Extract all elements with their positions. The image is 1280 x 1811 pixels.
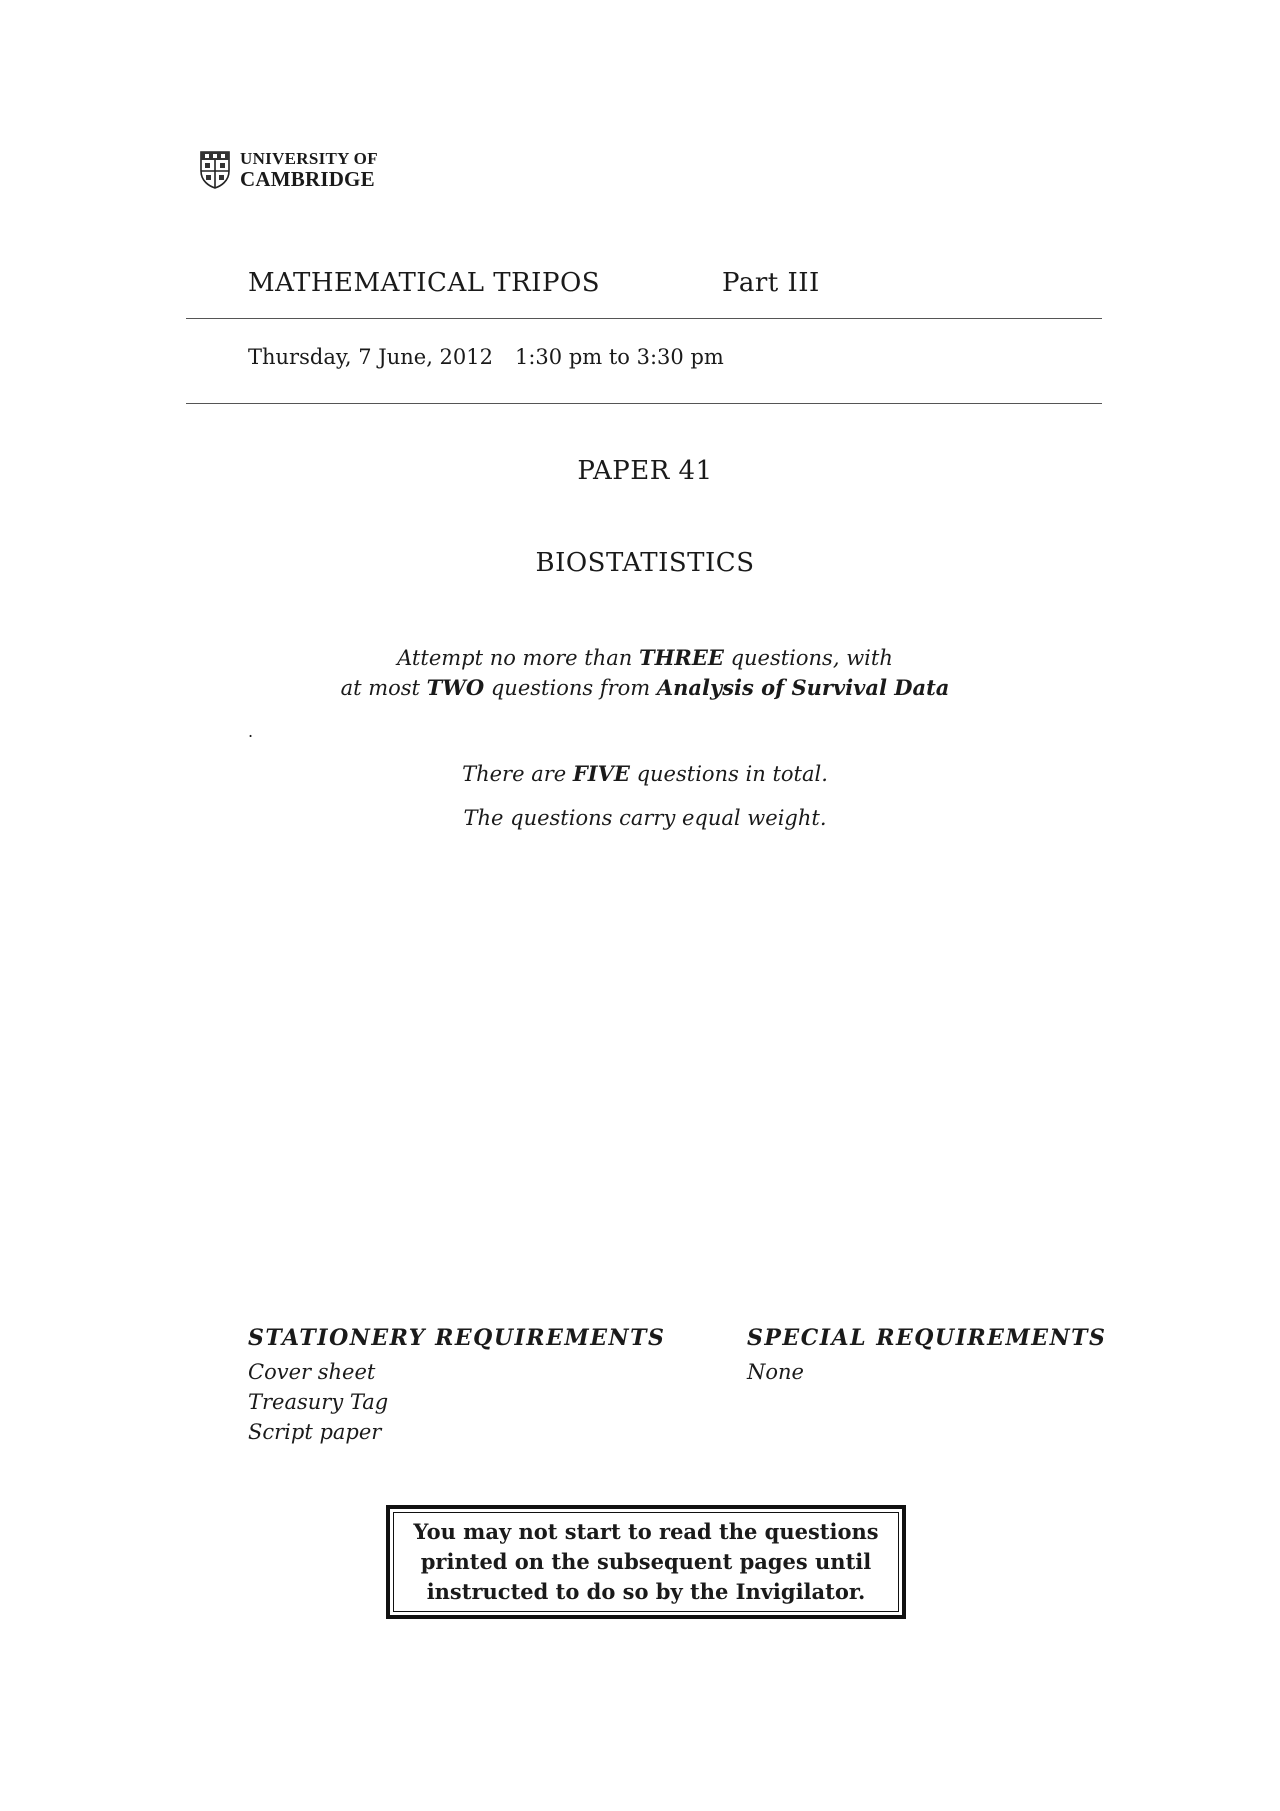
stationery-item: Script paper [248, 1420, 382, 1444]
instruction-line-3: There are FIVE questions in total. [462, 761, 828, 786]
exam-date: Thursday, 7 June, 2012 [248, 345, 493, 369]
stationery-requirements [248, 1325, 665, 1447]
bottom-rule [186, 403, 1102, 404]
special-item: None [747, 1360, 804, 1384]
cambridge-shield-icon [200, 151, 230, 189]
stationery-heading: STATIONERY REQUIREMENTS [248, 1325, 666, 1351]
special-heading: SPECIAL REQUIREMENTS [747, 1325, 1107, 1351]
instruction-line-1: Attempt no more than THREE questions, with [397, 645, 893, 670]
invigilator-notice [386, 1505, 906, 1619]
notice-line-3: instructed to do so by the Invigilator. [426, 1579, 866, 1604]
university-logo [200, 149, 378, 191]
special-requirements [747, 1325, 1106, 1387]
exam-part: Part III [722, 268, 820, 298]
exam-schedule [248, 345, 724, 369]
logo-line-cambridge: CAMBRIDGE [240, 167, 375, 191]
instruction-line-4: The questions carry equal weight. [463, 806, 827, 830]
exam-title: MATHEMATICAL TRIPOS [248, 268, 601, 298]
logo-line-university: UNIVERSITY OF [240, 149, 378, 168]
instruction-line-2: at most TWO questions from Analysis of Survival Data [340, 675, 950, 700]
notice-line-1: You may not start to read the questions [413, 1519, 879, 1544]
notice-line-2: printed on the subsequent pages until [420, 1549, 872, 1574]
top-rule [186, 318, 1102, 319]
stationery-item: Treasury Tag [248, 1390, 389, 1414]
stationery-item: Cover sheet [248, 1360, 376, 1384]
paper-number: PAPER 41 [577, 456, 713, 486]
paper-subject: BIOSTATISTICS [535, 548, 755, 578]
exam-time: 1:30 pm to 3:30 pm [515, 345, 724, 369]
stray-dot: . [248, 722, 254, 741]
